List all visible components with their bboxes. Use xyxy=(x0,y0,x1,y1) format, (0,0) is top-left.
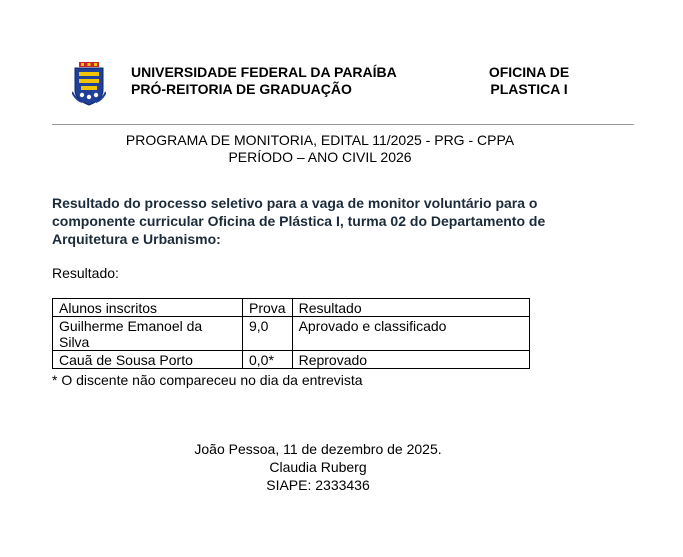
header-divider xyxy=(52,124,634,125)
result-status: Reprovado xyxy=(292,351,529,369)
program-line-2: PERÍODO – ANO CIVIL 2026 xyxy=(228,149,412,165)
result-label: Resultado: xyxy=(52,265,119,281)
result-heading xyxy=(52,194,612,248)
table-row xyxy=(53,351,530,369)
exam-score: 0,0* xyxy=(243,351,293,369)
program-line-1: PROGRAMA DE MONITORIA, EDITAL 11/2025 - PRG - CPPA xyxy=(125,132,515,148)
result-status: Aprovado e classificado xyxy=(292,317,529,351)
institution-name xyxy=(131,64,397,98)
exam-score: 9,0 xyxy=(243,317,293,351)
column-header-result: Resultado xyxy=(292,299,529,317)
column-header-students: Alunos inscritos xyxy=(53,299,243,317)
place-date: João Pessoa, 11 de dezembro de 2025. xyxy=(194,441,442,457)
result-heading-line-1: Resultado do processo seletivo para a vaga de monitor voluntário para o xyxy=(52,195,538,211)
siape-number: SIAPE: 2333436 xyxy=(266,477,370,493)
result-heading-line-2: componente curricular Oficina de Plástica I, turma 02 do Departamento de xyxy=(52,213,546,229)
program-title xyxy=(0,132,640,166)
student-name: Cauã de Sousa Porto xyxy=(53,351,243,369)
course-line-2: PLASTICA I xyxy=(490,81,568,97)
course-name xyxy=(484,64,574,98)
institution-line-1: UNIVERSIDADE FEDERAL DA PARAÍBA xyxy=(131,64,397,80)
university-crest-icon xyxy=(72,62,106,106)
results-table xyxy=(52,298,530,369)
signatory-name: Claudia Ruberg xyxy=(269,459,367,475)
result-heading-line-3: Arquitetura e Urbanismo: xyxy=(52,231,221,247)
footnote: * O discente não compareceu no dia da entrevista xyxy=(52,372,363,388)
column-header-exam: Prova xyxy=(243,299,293,317)
student-name: Guilherme Emanoel da Silva xyxy=(53,317,243,351)
signature-block xyxy=(150,440,486,494)
institution-line-2: PRÓ-REITORIA DE GRADUAÇÃO xyxy=(131,81,352,97)
table-row xyxy=(53,317,530,351)
table-header-row xyxy=(53,299,530,317)
course-line-1: OFICINA DE xyxy=(488,64,570,80)
